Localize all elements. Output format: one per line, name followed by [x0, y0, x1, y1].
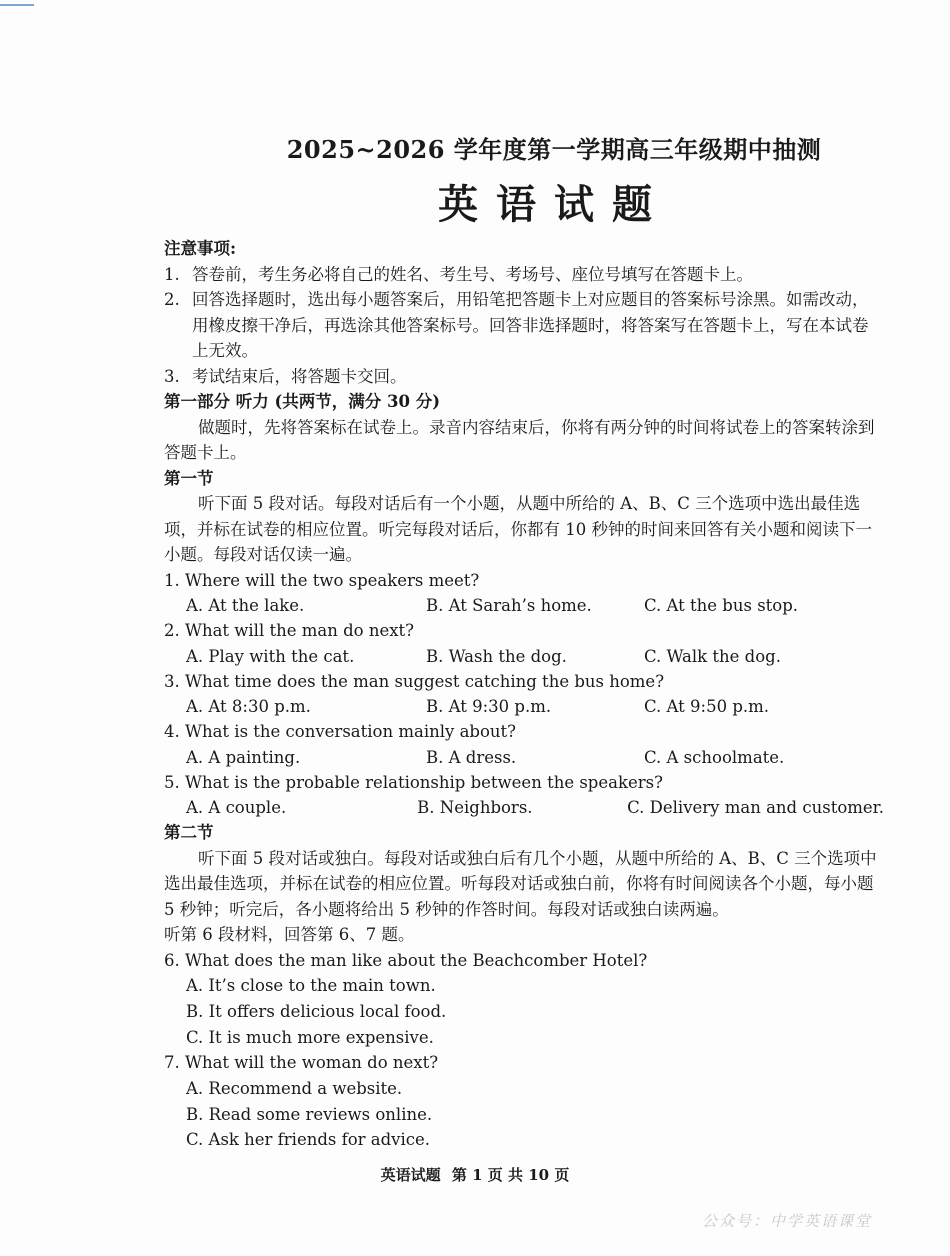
footer-page-number: 第 1 页 共 10 页 — [451, 1166, 570, 1184]
question-text: 5. What is the probable relationship between the speakers? — [164, 772, 663, 792]
options-row — [164, 694, 884, 719]
note-text: 回答选择题时，选出每小题答案后，用铅笔把答题卡上对应题目的答案标号涂黑。如需改动，用橡皮擦干净后，再选涂其他答案标号。回答非选择题时，将答案写在答题卡上，写在本试卷上无效。 — [192, 290, 869, 360]
option-c: C. Delivery man and customer. — [627, 798, 884, 817]
option-c: C. Ask her friends for advice. — [186, 1130, 431, 1150]
corner-mark — [0, 4, 34, 6]
section2-heading: 第二节 — [164, 823, 214, 842]
option-a: A. Play with the cat. — [186, 646, 355, 666]
option-b: B. At Sarah’s home. — [426, 596, 592, 615]
option-b: B. Read some reviews online. — [186, 1104, 433, 1124]
question-block — [164, 948, 884, 1051]
options-row — [164, 593, 884, 618]
option-a: A. At the lake. — [186, 596, 305, 615]
exam-title: 英语试题 — [438, 181, 670, 228]
question-block — [164, 669, 884, 720]
note-number: 3. — [164, 366, 180, 386]
option-b: B. It offers delicious local food. — [186, 1001, 447, 1021]
note-number: 2. — [164, 290, 180, 309]
section1-heading: 第一节 — [164, 468, 214, 488]
question-block — [164, 1050, 884, 1153]
option-c: C. At 9:50 p.m. — [644, 697, 770, 716]
option-b: B. Wash the dog. — [426, 646, 567, 666]
exam-page — [164, 130, 884, 1153]
options-row — [164, 795, 884, 820]
option-a: A. It’s close to the main town. — [186, 976, 436, 995]
notes-heading: 注意事项: — [164, 239, 237, 258]
note-text: 考试结束后，将答题卡交回。 — [192, 366, 407, 386]
question-text: 3. What time does the man suggest catching the bus home? — [164, 671, 665, 691]
options-row — [164, 745, 884, 770]
option-c: C. It is much more expensive. — [186, 1027, 434, 1047]
part1-heading: 第一部分 听力 (共两节，满分 30 分) — [164, 392, 441, 411]
options-row — [164, 644, 884, 669]
question-block — [164, 618, 884, 669]
question-block — [164, 568, 884, 619]
note-item — [164, 364, 884, 390]
note-item — [164, 287, 884, 364]
option-a: A. At 8:30 p.m. — [186, 697, 311, 716]
material-instruction: 听第 6 段材料，回答第 6、7 题。 — [164, 925, 415, 944]
option-c: C. A schoolmate. — [644, 747, 785, 767]
section2-intro: 听下面 5 段对话或独白。每段对话或独白后有几个小题，从题中所给的 A、B、C 三个选项中选出最佳选项，并标在试卷的相应位置。听每段对话或独白前，你将有时间阅读各个小题，每小题 5 秒钟；听完后，各小题将给出 5 秒钟的作答时间。每段对话或独白读两遍。 — [164, 848, 877, 919]
note-item — [164, 262, 884, 288]
part1-intro: 做题时，先将答案标在试卷上。录音内容结束后，你将有两分钟的时间将试卷上的答案转涂到答题卡上。 — [164, 417, 875, 462]
option-b: B. At 9:30 p.m. — [426, 697, 552, 716]
section1-intro: 听下面 5 段对话。每段对话后有一个小题，从题中所给的 A、B、C 三个选项中选出最佳选项，并标在试卷的相应位置。听完每段对话后，你都有 10 秒钟的时间来回答有关小题和阅读下一小题。每段对话仅读一遍。 — [164, 494, 872, 564]
footer-subject: 英语试题 — [380, 1166, 441, 1184]
option-a: A. Recommend a website. — [186, 1078, 403, 1098]
option-c: C. At the bus stop. — [644, 596, 799, 615]
watermark-text: 公众号：中学英语课堂 — [701, 1212, 872, 1230]
option-a: A. A painting. — [186, 747, 301, 767]
option-b: B. A dress. — [426, 747, 517, 767]
option-a: A. A couple. — [186, 798, 287, 817]
page-footer — [0, 1164, 950, 1185]
question-block — [164, 770, 884, 821]
question-text: 7. What will the woman do next? — [164, 1053, 439, 1073]
question-text: 4. What is the conversation mainly about? — [164, 722, 517, 741]
question-text: 1. Where will the two speakers meet? — [164, 570, 480, 590]
note-text: 答卷前，考生务必将自己的姓名、考生号、考场号、座位号填写在答题卡上。 — [192, 264, 753, 284]
question-text: 2. What will the man do next? — [164, 621, 415, 640]
question-text: 6. What does the man like about the Beachcomber Hotel? — [164, 950, 648, 970]
option-c: C. Walk the dog. — [644, 646, 781, 666]
question-block — [164, 719, 884, 770]
exam-subtitle: 2025~2026 学年度第一学期高三年级期中抽测 — [286, 135, 822, 164]
option-b: B. Neighbors. — [417, 798, 533, 817]
note-number: 1. — [164, 264, 180, 284]
